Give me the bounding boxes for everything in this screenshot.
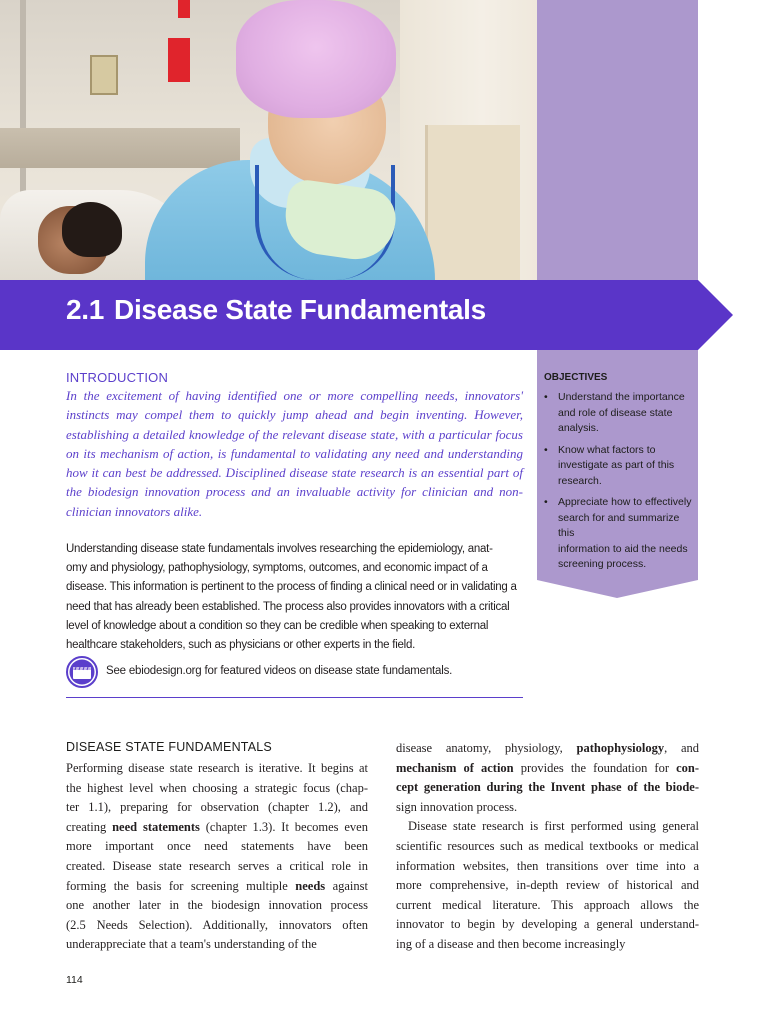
objective-line: search for and summarize this [558, 511, 680, 539]
objective-line: investigate as part of this [558, 459, 675, 471]
bullet-icon: • [544, 443, 548, 456]
introduction-italic-text: In the excitement of having identified one or more compelling needs, innovators' instincts may compel them to quickly jump ahead and begin inventing. However, establishing a detailed knowledge of the relevant disease state, with a particular focus on its mechanism of action, is fundamental to validating any need and understanding how it can best be addressed. Disciplined disease state research is an essential part of the biodesign innovation process and an invaluable activity for clinician and non-clinician innovators alike. [66, 388, 523, 519]
page-number: 114 [66, 974, 83, 986]
bold-term: generation during the Invent phase of the biode- [418, 780, 699, 795]
body-line: ter 1.1), preparing for observation (chapter 1.2), and [66, 800, 368, 815]
body-line: sign innovation process. [396, 799, 518, 814]
paragraph-line: need that has already been established. The process also provides innovators with a critical [66, 600, 510, 613]
video-note: See ebiodesign.org for featured videos on disease state fundamentals. [106, 665, 453, 677]
objective-line: and role of disease state [558, 406, 673, 419]
body-line: more comprehensive, in-depth review of historical and [396, 878, 699, 893]
body-column-left [66, 759, 368, 955]
body-line [396, 778, 699, 798]
body-text: (chapter 1.3). It becomes even [199, 819, 368, 834]
film-clapper-icon[interactable] [66, 656, 98, 688]
paragraph-line: Understanding disease state fundamentals involves researching the epidemiology, anat- [66, 543, 493, 555]
body-line: the highest level when choosing a strategic focus (chap- [66, 780, 368, 795]
introduction-heading: INTRODUCTION [66, 370, 169, 385]
bold-term: con- [676, 760, 699, 775]
paragraph-line: disease. This information is pertinent to the process of finding a clinical need or in validating a [66, 581, 517, 594]
body-line: (2.5 Needs Selection). Additionally, innovators often [66, 917, 368, 932]
body-text: creating [66, 819, 113, 834]
body-line: Performing disease state research is iterative. It begins at [66, 761, 368, 775]
objective-line: analysis. [558, 422, 599, 434]
body-line [66, 818, 368, 838]
paragraph-line: omy and physiology, pathophysiology, symptoms, outcomes, and economic impact of a [66, 562, 488, 575]
objective-item [544, 495, 696, 573]
objective-line: Know what factors to [558, 443, 656, 456]
purple-column [537, 0, 698, 280]
body-line: more important once need statements have been [66, 839, 368, 854]
bold-term: mechanism of action [396, 760, 514, 775]
body-line [66, 877, 368, 897]
body-line: current medical literature. This approach allows the [396, 897, 699, 912]
objective-line: information to aid the needs [558, 542, 688, 555]
objective-line: Understand the importance [558, 391, 685, 403]
body-text: against [325, 878, 368, 893]
header-photo [0, 0, 537, 280]
body-line: created. Disease state research serves a critical role in [66, 858, 368, 873]
body-text: forming the basis for screening multiple [66, 878, 296, 893]
chapter-number: 2.1 [66, 294, 105, 325]
objective-item [544, 443, 696, 490]
objective-line: research. [558, 474, 602, 487]
body-line: underappreciate that a team's understanding of the [66, 937, 317, 952]
objectives-heading: OBJECTIVES [544, 372, 608, 383]
paragraph-line: healthcare stakeholders, such as physicians or other experts in the field. [66, 639, 416, 652]
bold-term: cept [396, 780, 419, 795]
body-line: information websites, then transitions over time into a [396, 858, 699, 873]
body-line [396, 739, 699, 759]
bold-term: pathophysiology [576, 741, 665, 755]
objectives-list [544, 390, 696, 579]
objective-item [544, 390, 696, 437]
body-text: disease anatomy, physiology, [396, 741, 577, 755]
section-heading: DISEASE STATE FUNDAMENTALS [66, 740, 272, 754]
bullet-icon: • [544, 391, 548, 403]
body-line: Disease state research is first performed using general [408, 819, 699, 834]
objective-line: Appreciate how to effectively [558, 496, 692, 508]
body-text: , and [664, 741, 699, 755]
bullet-icon: • [544, 496, 548, 508]
objective-line: screening process. [558, 558, 647, 570]
body-line: one another later in the biodesign innovation process [66, 898, 368, 913]
body-line [396, 759, 699, 779]
paragraph-line: level of knowledge about a condition so they can be credible when speaking to external [66, 619, 489, 632]
divider [66, 697, 523, 698]
introduction-paragraph [66, 540, 526, 655]
body-line: scientific resources such as medical textbooks or medical [396, 838, 699, 853]
body-column-right [396, 739, 699, 955]
bold-term: needs [295, 878, 326, 893]
chapter-title-text: Disease State Fundamentals [114, 294, 486, 325]
body-line: ing of a disease and then become increasingly [396, 936, 626, 951]
bold-term: need statements [112, 819, 200, 834]
body-line: innovator to begin by developing a general understand- [396, 917, 699, 932]
body-text: provides the foundation for [513, 760, 677, 775]
chapter-title [66, 294, 486, 326]
